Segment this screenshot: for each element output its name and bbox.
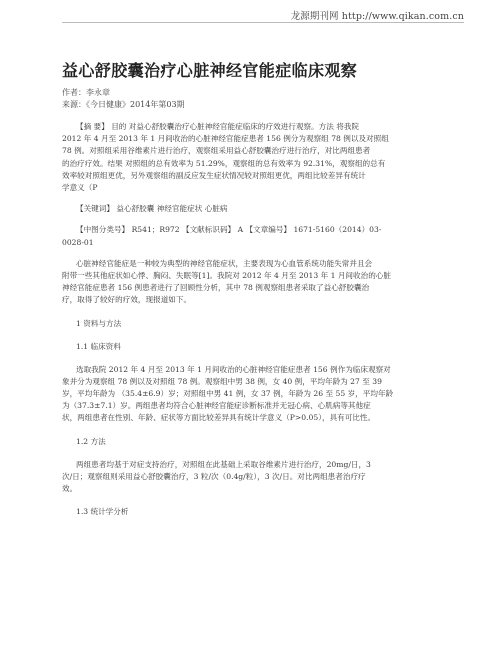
paragraph-line: 岁，平均年龄为 （35.4±6.9）岁；对照组中男 41 例，女 37 例，年龄为 26 至 55 岁，平均年龄 [62,389,394,399]
paragraph-line: 次/日；观察组则采用益心舒胶囊治疗，3 粒/次（0.4g/粒），3 次/日。对比两组患者治疗疗 [62,471,366,481]
subsection-heading: 1.3 统计学分析 [76,507,129,517]
article-body [62,58,464,518]
intro-line: 神经官能症患者 156 例患者进行了回顾性分析，其中 78 例观察组患者采取了益心舒胶囊治 [62,283,370,293]
abstract-block [62,121,464,194]
section-heading: 1 资料与方法 [76,318,122,328]
intro-line: 附带一些其他症状如心悸、胸闷、失眠等[1]。我院对 2012 年 4 月至 2013 年 1 月间收治的心脏 [62,271,391,281]
clinical-data-paragraph [62,364,464,425]
classification-block [62,224,464,248]
abstract-line: 效率较对照组更优，另外观察组的副反应发生症状情况较对照组更优，两组比较差异有统计 [62,170,366,180]
paragraph-line: 选取我院 2012 年 4 月至 2013 年 1 月间收治的心脏神经官能症患者 156 例作为临床观察对 [76,364,391,374]
abstract-line: 2012 年 4 月至 2013 年 1 月间收治的心脏神经官能症患者 156 例分为观察组 78 例以及对照组 [62,134,389,144]
article-title: 益心舒胶囊治疗心脏神经官能症临床观察 [62,61,358,80]
source-line: 来源：《今日健康》2014年第03期 [62,99,185,109]
paragraph-line: 状，两组患者在性别、年龄、症状等方面比较差异具有统计学意义（P>0.05），具有可比性。 [62,413,376,423]
keywords-line: 【关键词】 益心舒胶囊 神经官能症状 心脏病 [76,204,228,214]
intro-paragraph [62,258,464,307]
paragraph-line: 两组患者均基于对症支持治疗，对照组在此基础上采取谷维素片进行治疗，20mg/日，3 [76,459,371,469]
abstract-line: 【摘 要】 目的 对益心舒胶囊治疗心脏神经官能症临床的疗效进行观察。方法 将我院 [76,122,360,131]
intro-line: 疗，取得了较好的疗效，现报道如下。 [62,295,192,305]
header-divider [62,22,464,23]
method-paragraph [62,459,464,496]
paragraph-line: 象并分为观察组 78 例以及对照组 78 例。观察组中男 38 例，女 40 例，平均年龄为 27 至 39 [62,376,382,386]
abstract-line: 的治疗疗效。结果 对照组的总有效率为 51.29%，观察组的总有效率为 92.31%，观察组的总有 [62,158,386,168]
subsection-heading: 1.1 临床资料 [76,341,121,351]
abstract-line: 学意义（P [62,183,98,193]
paragraph-line: 为（37.3±7.1）岁。两组患者均符合心脏神经官能症诊断标准并无冠心病、心肌病等其他症 [62,401,371,411]
paragraph-line: 效。 [62,484,78,494]
subsection-heading: 1.2 方法 [76,436,106,446]
classification-line: 0028-01 [62,237,94,247]
abstract-line: 78 例。对照组采用谷维素片进行治疗，观察组采用益心舒胶囊治疗进行治疗，对比两组患者 [62,146,371,156]
site-url-text: 龙源期刊网 http://www.qikan.com.cn [290,11,464,22]
intro-line: 心脏神经官能症是一种较为典型的神经官能症状，主要表现为心血管系统功能失常并且会 [76,258,373,268]
classification-line: 【中图分类号】 R541；R972 【文献标识码】 A 【文章编号】 1671-5160（2014）03- [76,225,382,235]
author-line: 作者：李永章 [62,88,110,97]
